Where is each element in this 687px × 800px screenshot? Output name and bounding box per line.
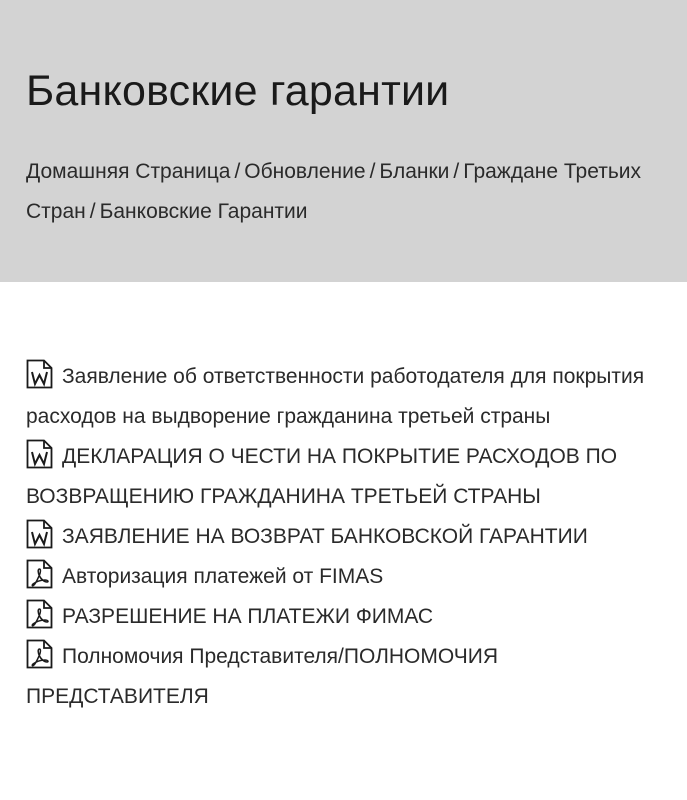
document-label: Заявление об ответственности работодателя для покрытия расходов на выдворение гражданина третьей страны <box>26 365 645 428</box>
breadcrumb-separator: / <box>453 160 460 183</box>
breadcrumb-current: Банковские Гарантии <box>99 200 308 223</box>
document-link-representative-power-of-attorney[interactable] <box>26 637 666 717</box>
document-link-declaration-of-honor[interactable] <box>26 437 666 517</box>
document-list <box>26 357 666 717</box>
pdf-doc-icon <box>26 639 53 669</box>
breadcrumb <box>26 152 666 232</box>
page-header-banner <box>0 0 687 282</box>
breadcrumb-separator: / <box>369 160 376 183</box>
pdf-doc-icon <box>26 599 53 629</box>
breadcrumb-update-link[interactable]: Обновление <box>244 160 366 183</box>
document-label: ЗАЯВЛЕНИЕ НА ВОЗВРАТ БАНКОВСКОЙ ГАРАНТИИ <box>62 525 588 548</box>
word-doc-icon <box>26 519 53 549</box>
word-doc-icon <box>26 359 53 389</box>
document-label: ДЕКЛАРАЦИЯ О ЧЕСТИ НА ПОКРЫТИЕ РАСХОДОВ ПО ВОЗВРАЩЕНИЮ ГРАЖДАНИНА ТРЕТЬЕЙ СТРАНЫ <box>26 445 618 508</box>
word-doc-icon <box>26 439 53 469</box>
breadcrumb-separator: / <box>234 160 241 183</box>
document-label: РАЗРЕШЕНИЕ НА ПЛАТЕЖИ ФИМАС <box>62 605 434 628</box>
page-title: Банковские гарантии <box>26 67 450 115</box>
breadcrumb-third-country-link[interactable]: Граждане Третьих Стран <box>26 160 641 223</box>
breadcrumb-separator: / <box>89 200 96 223</box>
breadcrumb-home-link[interactable]: Домашняя Страница <box>26 160 231 183</box>
document-link-fimas-payment-permission[interactable] <box>26 597 666 637</box>
document-link-fimas-payment-authorization[interactable] <box>26 557 666 597</box>
breadcrumb-forms-link[interactable]: Бланки <box>379 160 450 183</box>
document-label: Авторизация платежей от FIMAS <box>62 565 384 588</box>
document-link-employer-liability-statement[interactable] <box>26 357 666 437</box>
pdf-doc-icon <box>26 559 53 589</box>
document-link-guarantee-refund-request[interactable] <box>26 517 666 557</box>
document-label: Полномочия Представителя/ПОЛНОМОЧИЯ ПРЕДСТАВИТЕЛЯ <box>26 645 498 708</box>
